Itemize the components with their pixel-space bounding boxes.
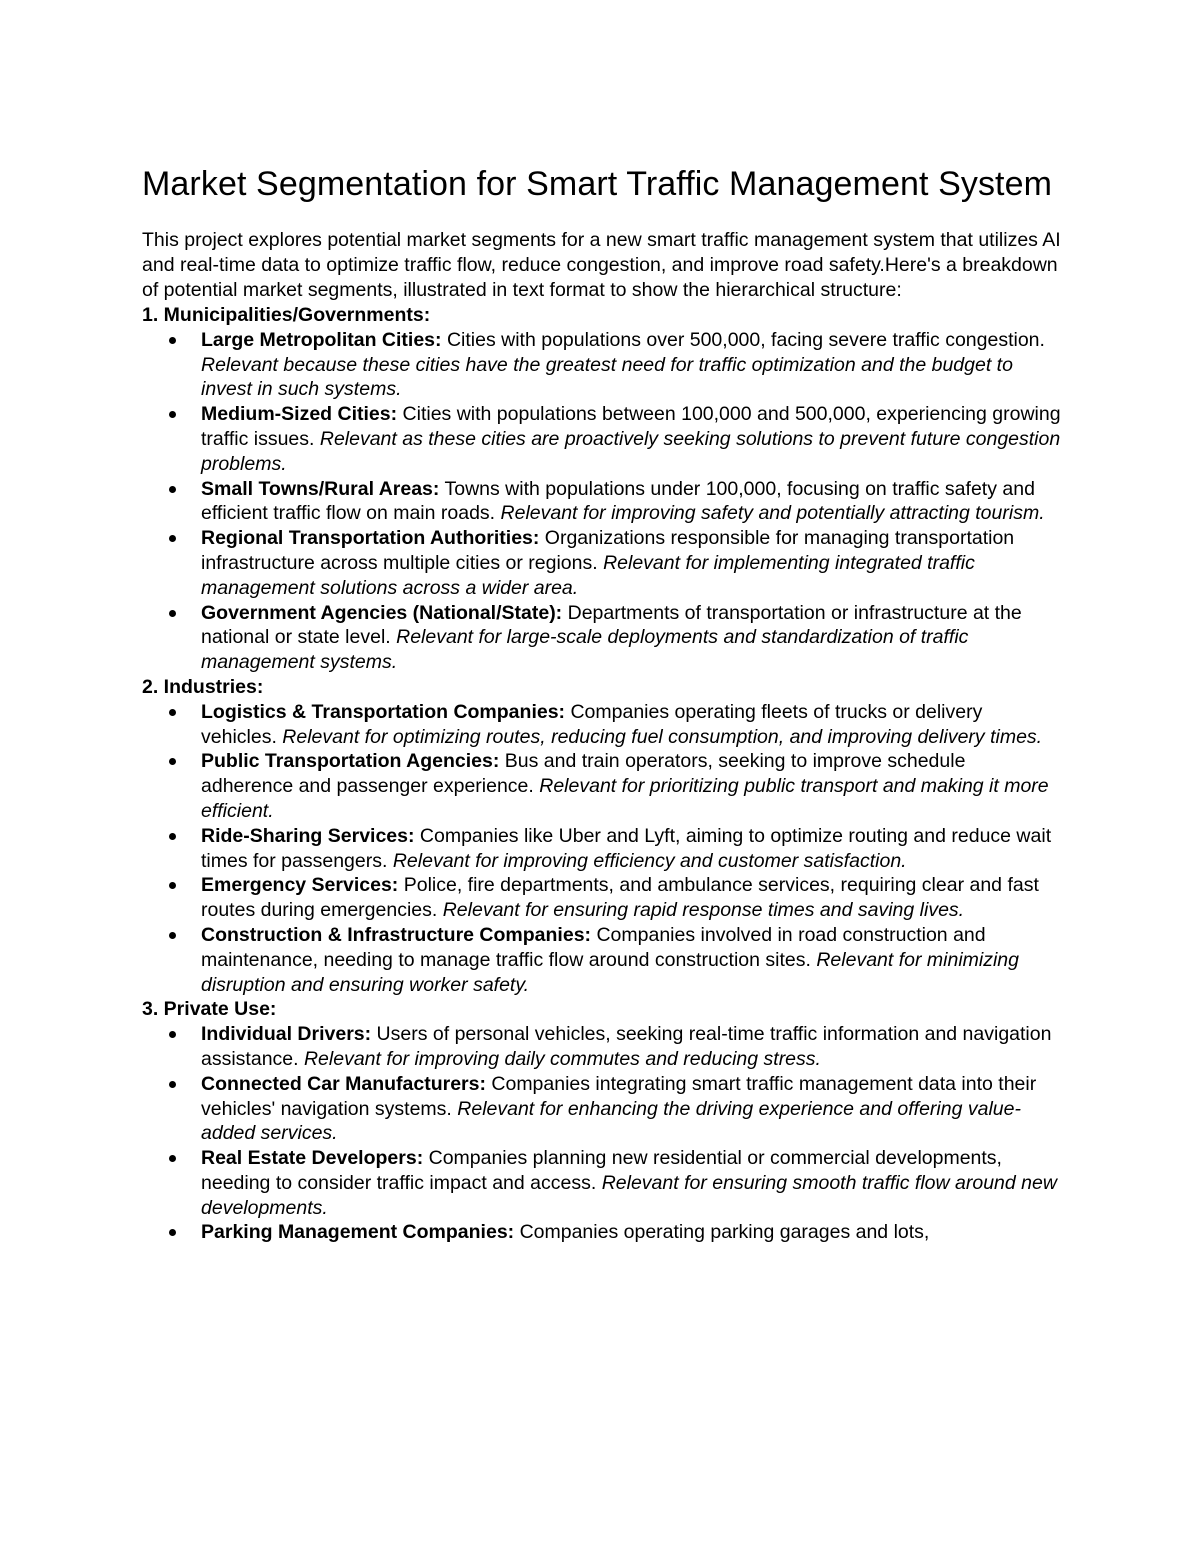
section-heading: 1. Municipalities/Governments: [142,304,431,326]
section-heading: 2. Industries: [142,675,264,698]
segment-name: Medium-Sized Cities: [201,403,398,426]
list-item [142,873,1062,923]
segment-relevance: Relevant for ensuring smooth traffic flow around new developments. [201,1171,1057,1219]
segment-description: Companies integrating smart traffic management data into their vehicles' navigation systems. [201,1072,1037,1120]
segment-description: Bus and train operators, seeking to improve schedule adherence and passenger experience. [201,750,966,798]
segment-relevance: Relevant for enhancing the driving experience and offering value-added services. [201,1097,1021,1145]
bullet-icon [169,833,176,840]
segment-description: Companies operating fleets of trucks or delivery vehicles. [201,700,983,748]
bullet-icon [169,610,176,617]
segment-list [142,328,1062,675]
segment-description: Companies involved in road construction and maintenance, needing to manage traffic flow around construction sites. [201,923,986,971]
bullet-icon [169,1031,176,1038]
segment-name: Connected Car Manufacturers: [201,1072,486,1095]
bullet-icon [169,1081,176,1088]
bullet-icon [169,932,176,939]
segment-relevance: Relevant for large-scale deployments and standardization of traffic management systems. [201,626,969,674]
bullet-icon [169,1155,176,1162]
segment-relevance: Relevant for improving safety and potentially attracting tourism. [500,502,1045,525]
segment-list [142,1022,1062,1245]
list-item [142,1022,1062,1072]
bullet-icon [169,486,176,493]
segment-list [142,700,1062,998]
segment-description: Police, fire departments, and ambulance services, requiring clear and fast routes during emergencies. [201,874,1039,922]
segment-name: Small Towns/Rural Areas: [201,477,440,500]
section-heading: 3. Private Use: [142,998,277,1021]
segment-relevance: Relevant for ensuring rapid response times and saving lives. [442,899,965,922]
list-item [142,1072,1062,1146]
list-item [142,1146,1062,1220]
segment-description: Cities with populations over 500,000, facing severe traffic congestion. [441,328,1045,351]
sections-container [142,303,1062,1245]
list-item [142,1220,1062,1245]
segment-name: Ride-Sharing Services: [201,824,415,847]
segment-description: Users of personal vehicles, seeking real-time traffic information and navigation assistance. [201,1023,1052,1070]
bullet-icon [169,882,176,889]
segment-name: Real Estate Developers: [201,1147,424,1170]
segment-name: Construction & Infrastructure Companies: [201,923,592,946]
segment-name: Government Agencies (National/State): [201,601,563,624]
segment-description: Organizations responsible for managing transportation infrastructure across multiple cities or regions. [201,527,1015,574]
page-title: Market Segmentation for Smart Traffic Management System [142,165,1053,203]
segment-name: Public Transportation Agencies: [201,750,500,773]
segment-relevance: Relevant for implementing integrated traffic management solutions across a wider area. [201,551,975,599]
segment-description: Companies like Uber and Lyft, aiming to optimize routing and reduce wait times for passengers. [201,824,1052,872]
segment-relevance: Relevant for prioritizing public transport and making it more efficient. [201,775,1049,822]
bullet-icon [169,1229,176,1236]
list-item [142,749,1062,823]
list-item [142,601,1062,675]
segment-description: Companies planning new residential or commercial developments, needing to consider traffic impact and access. [201,1147,1002,1194]
segment-name: Parking Management Companies: [201,1221,515,1244]
segment-relevance: Relevant for improving efficiency and customer satisfaction. [392,849,907,872]
intro-paragraph: This project explores potential market segments for a new smart traffic management system that utilizes AI and real-time data to optimize traffic flow, reduce congestion, and improve road safety.Here's a breakdown of potential market segments, illustrated in text format to show the hierarchical structure: [142,229,1061,301]
list-item [142,328,1062,402]
segment-relevance: Relevant for minimizing disruption and ensuring worker safety. [201,948,1019,996]
list-item [142,402,1062,476]
list-item [142,526,1062,600]
segment-relevance: Relevant for optimizing routes, reducing fuel consumption, and improving delivery times. [282,725,1043,748]
segment-relevance: Relevant because these cities have the greatest need for traffic optimization and the budget to invest in such systems. [201,353,1013,401]
segment-name: Individual Drivers: [201,1023,372,1046]
list-item [142,477,1062,527]
segment-name: Large Metropolitan Cities: [201,328,442,351]
bullet-icon [169,709,176,716]
list-item [142,923,1062,997]
bullet-icon [169,411,176,418]
bullet-icon [169,337,176,344]
list-item [142,824,1062,874]
bullet-icon [169,758,176,765]
segment-relevance: Relevant for improving daily commutes and reducing stress. [303,1047,821,1070]
bullet-icon [169,535,176,542]
segment-name: Emergency Services: [201,874,399,897]
segment-name: Logistics & Transportation Companies: [201,700,566,723]
segment-description: Departments of transportation or infrastructure at the national or state level. [201,601,1022,649]
segment-relevance: Relevant as these cities are proactively seeking solutions to prevent future congestion problems. [201,427,1061,475]
segment-description: Companies operating parking garages and lots, [514,1221,930,1244]
document-page [142,163,1062,1245]
list-item [142,700,1062,750]
segment-description: Cities with populations between 100,000 and 500,000, experiencing growing traffic issues. [201,403,1061,450]
segment-name: Regional Transportation Authorities: [201,527,540,550]
segment-description: Towns with populations under 100,000, focusing on traffic safety and efficient traffic flow on main roads. [201,477,1035,525]
